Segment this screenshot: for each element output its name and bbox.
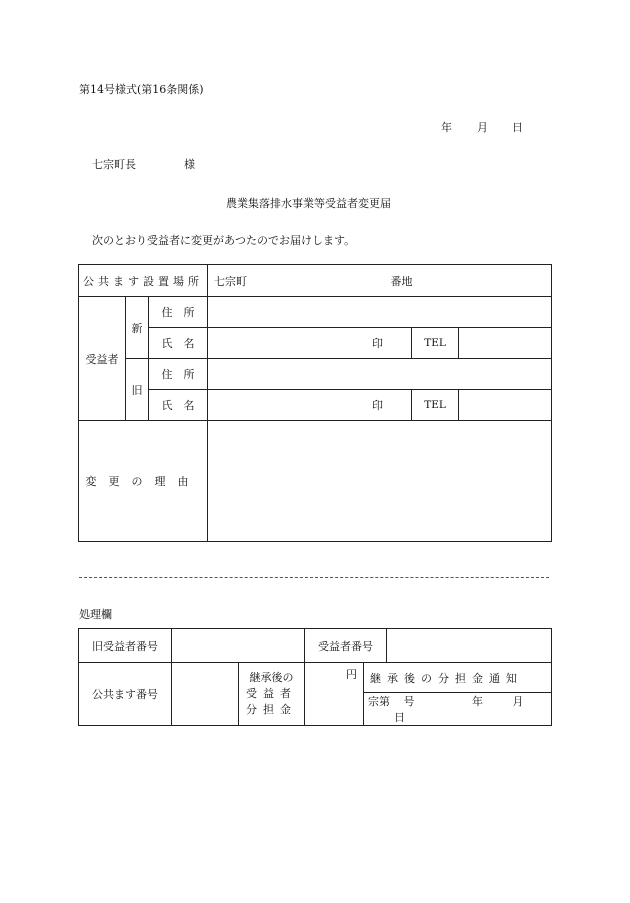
new-address-field[interactable] xyxy=(208,297,552,328)
location-cell[interactable] xyxy=(208,265,552,297)
new-tel-field[interactable] xyxy=(459,328,552,359)
old-beneficiary-no-field[interactable] xyxy=(172,629,305,663)
location-label: 公共ます設置場所 xyxy=(79,265,208,297)
beneficiary-no-field[interactable] xyxy=(387,629,552,663)
notice-reference-field[interactable] xyxy=(364,693,552,726)
ref-day: 日 xyxy=(394,711,405,724)
beneficiary-no-label: 受益者番号 xyxy=(305,629,387,663)
ref-go: 号 xyxy=(403,695,415,708)
charge-label xyxy=(239,663,305,726)
date-month: 月 xyxy=(477,121,488,134)
location-banchi: 番地 xyxy=(390,274,413,288)
old-tel-label: TEL xyxy=(412,390,459,421)
charge-label-line1: 継承後の xyxy=(249,671,294,684)
old-tel-field[interactable] xyxy=(459,390,552,421)
old-name-field[interactable] xyxy=(208,390,412,421)
old-beneficiary-no-label: 旧受益者番号 xyxy=(79,629,172,663)
reason-field[interactable] xyxy=(208,421,552,542)
addressee-honorific: 様 xyxy=(184,158,195,171)
processing-heading: 処理欄 xyxy=(79,608,112,621)
old-address-field[interactable] xyxy=(208,359,552,390)
addressee: 七宗町長 xyxy=(92,158,136,171)
old-name-label: 氏 名 xyxy=(149,390,208,421)
charge-amount-field[interactable] xyxy=(305,663,364,726)
ref-month: 月 xyxy=(512,695,524,708)
notice-label: 継承後の分担金通知 xyxy=(364,663,552,693)
ref-year: 年 xyxy=(472,695,483,708)
processing-table xyxy=(78,628,552,726)
new-address-label: 住 所 xyxy=(149,297,208,328)
ref-prefix: 宗第 xyxy=(368,695,390,708)
intro-text: 次のとおり受益者に変更があつたのでお届けします。 xyxy=(92,234,356,247)
new-label: 新 xyxy=(126,297,149,359)
public-basin-no-label: 公共ます番号 xyxy=(79,663,172,726)
location-town: 七宗町 xyxy=(214,274,248,288)
application-table xyxy=(78,264,552,542)
separator-line xyxy=(79,577,549,578)
form-number: 第14号様式(第16条関係) xyxy=(79,83,204,96)
form-title: 農業集落排水事業等受益者変更届 xyxy=(226,197,391,210)
new-name-field[interactable] xyxy=(208,328,412,359)
charge-label-line3: 分担金 xyxy=(246,703,297,716)
date-day: 日 xyxy=(512,121,523,134)
new-name-label: 氏 名 xyxy=(149,328,208,359)
yen-unit: 円 xyxy=(346,668,357,681)
date-year: 年 xyxy=(441,121,452,134)
public-basin-no-field[interactable] xyxy=(172,663,239,726)
old-address-label: 住 所 xyxy=(149,359,208,390)
old-seal-mark: 印 xyxy=(372,399,384,412)
beneficiary-label: 受益者 xyxy=(79,297,126,421)
old-label: 旧 xyxy=(126,359,149,421)
new-tel-label: TEL xyxy=(412,328,459,359)
reason-label: 変更の理由 xyxy=(79,421,208,542)
charge-label-line2: 受益者 xyxy=(246,687,297,700)
new-seal-mark: 印 xyxy=(372,337,384,350)
